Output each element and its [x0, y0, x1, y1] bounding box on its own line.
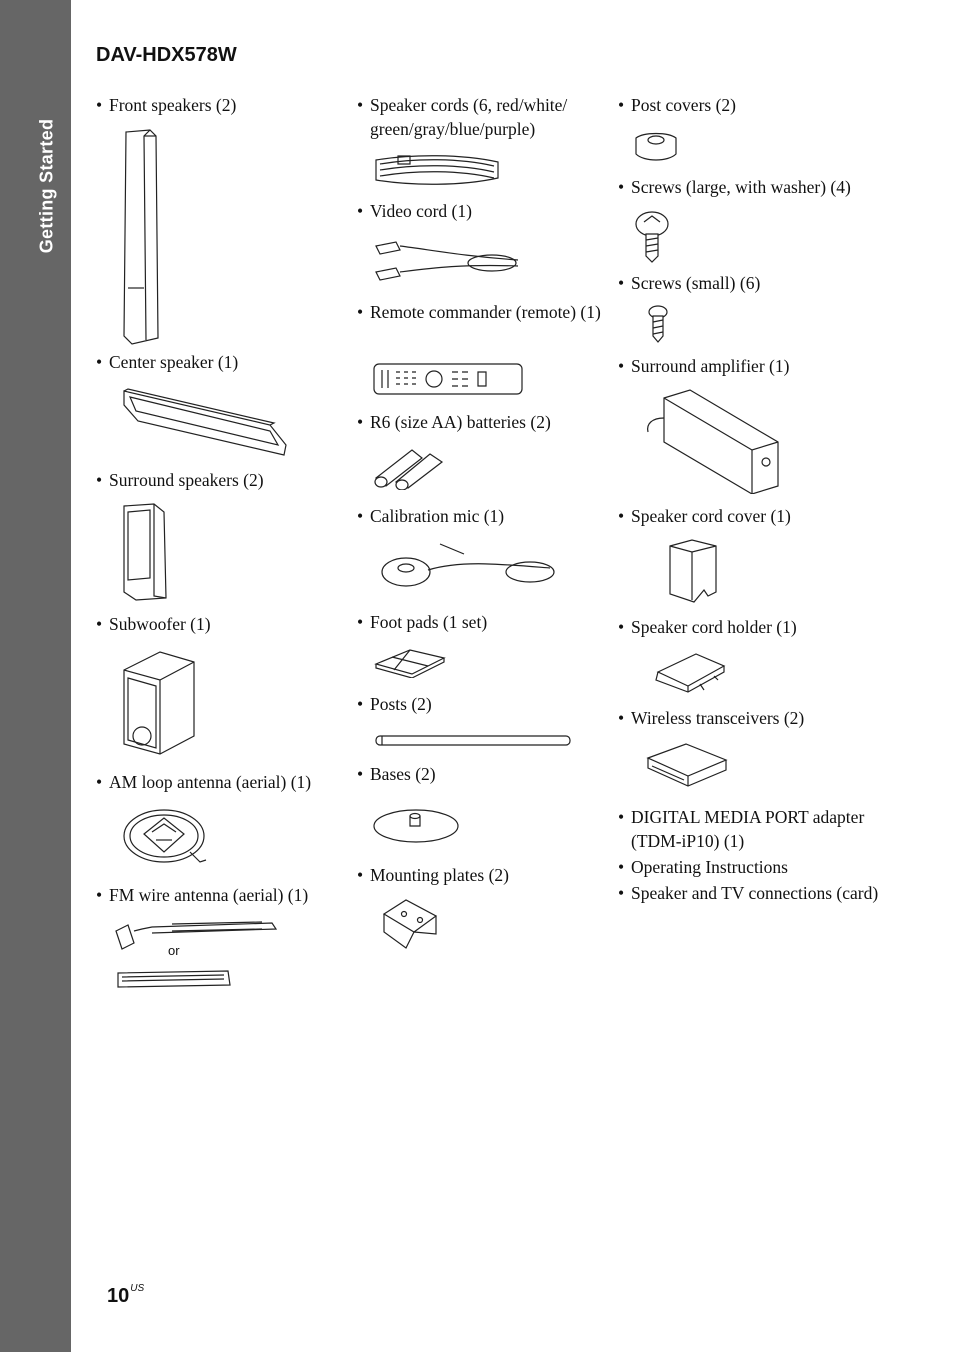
- large-screw-icon: [632, 208, 698, 264]
- list-item-center-speaker: • Center speaker (1): [96, 350, 349, 374]
- list-item-posts: • Posts (2): [357, 692, 610, 716]
- list-item-mounting-plates: • Mounting plates (2): [357, 863, 610, 887]
- list-item-calibration-mic: • Calibration mic (1): [357, 504, 610, 528]
- foot-pad-icon: [372, 646, 448, 678]
- list-item-surround-amplifier: • Surround amplifier (1): [618, 354, 891, 378]
- speaker-cord-icon: [372, 150, 502, 190]
- list-item-subwoofer: • Subwoofer (1): [96, 612, 349, 636]
- fm-antenna-icon: [112, 915, 282, 1003]
- list-item-post-covers: • Post covers (2): [618, 93, 891, 117]
- base-icon: [372, 800, 462, 844]
- list-item-speaker-cords: • Speaker cords (6, red/white/ green/gray/blue/purple): [357, 93, 610, 141]
- list-item-fm-antenna: • FM wire antenna (aerial) (1): [96, 883, 369, 907]
- list-item-dmp-adapter: • DIGITAL MEDIA PORT adapter (TDM-iP10) (1): [618, 805, 881, 853]
- subwoofer-icon: [120, 648, 200, 756]
- list-item-remote: • Remote commander (remote) (1): [357, 300, 610, 324]
- section-label: Getting Started: [36, 118, 57, 254]
- post-icon: [374, 734, 572, 748]
- list-item-operating-instructions: • Operating Instructions: [618, 855, 881, 879]
- list-item-large-screws: • Screws (large, with washer) (4): [618, 175, 901, 199]
- list-item-batteries: • R6 (size AA) batteries (2): [357, 410, 610, 434]
- amplifier-icon: [644, 388, 784, 494]
- list-item-cord-cover: • Speaker cord cover (1): [618, 504, 891, 528]
- sidebar-tab: [0, 0, 71, 1352]
- list-item-small-screws: • Screws (small) (6): [618, 271, 891, 295]
- surround-speaker-icon: [120, 502, 172, 602]
- small-screw-icon: [644, 304, 674, 344]
- post-cover-icon: [632, 130, 680, 164]
- cord-cover-icon: [664, 536, 722, 604]
- list-item-video-cord: • Video cord (1): [357, 199, 610, 223]
- am-antenna-icon: [120, 804, 210, 874]
- list-item-surround-speakers: • Surround speakers (2): [96, 468, 349, 492]
- page-number: $10^{US}$: [107, 1283, 145, 1307]
- list-item-connections-card: • Speaker and TV connections (card): [618, 881, 881, 905]
- mic-icon: [380, 540, 560, 592]
- front-speaker-icon: [120, 128, 170, 348]
- battery-icon: [372, 444, 448, 490]
- center-speaker-icon: [120, 385, 290, 460]
- mounting-plate-icon: [380, 896, 442, 952]
- transceiver-icon: [644, 740, 730, 790]
- list-item-front-speakers: • Front speakers (2): [96, 93, 349, 117]
- model-heading: DAV-HDX578W: [96, 44, 237, 66]
- list-item-cord-holder: • Speaker cord holder (1): [618, 615, 891, 639]
- list-item-bases: • Bases (2): [357, 762, 610, 786]
- remote-icon: [372, 362, 524, 396]
- cord-holder-icon: [652, 650, 730, 696]
- video-cord-icon: [372, 236, 522, 286]
- or-label: or: [168, 943, 180, 958]
- list-item-transceivers: • Wireless transceivers (2): [618, 706, 891, 730]
- list-item-foot-pads: • Foot pads (1 set): [357, 610, 610, 634]
- page-suffix: US: [130, 1283, 145, 1294]
- list-item-am-antenna: • AM loop antenna (aerial) (1): [96, 770, 369, 794]
